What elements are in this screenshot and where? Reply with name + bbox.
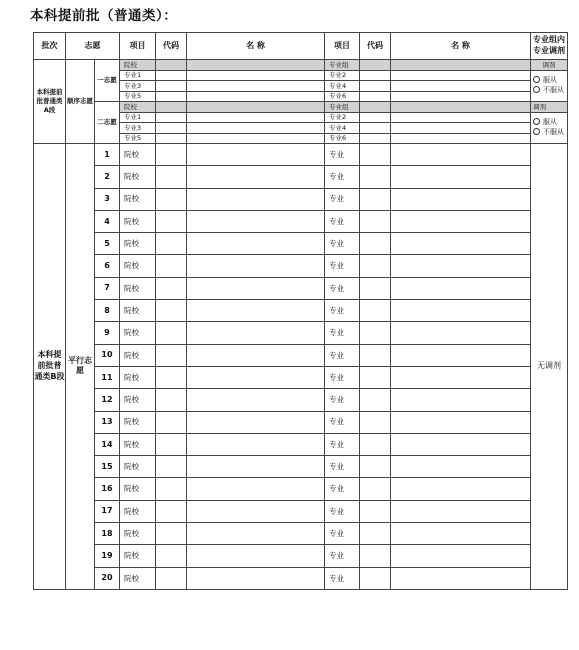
b-row (34, 478, 568, 500)
header-code: 代码 (156, 33, 187, 60)
no-adjust-label: 无调剂 (531, 144, 568, 590)
major-code-field[interactable] (360, 456, 391, 478)
major-name-field[interactable] (391, 210, 531, 232)
school-name-field[interactable] (187, 433, 325, 455)
school-name-field[interactable] (187, 60, 325, 71)
row-number: 18 (95, 523, 120, 545)
school-label: 院校 (120, 545, 156, 567)
school-code-field[interactable] (156, 523, 187, 545)
school-name-field[interactable] (187, 322, 325, 344)
major-label: 专业4 (325, 123, 360, 134)
major-name-field[interactable] (391, 123, 531, 134)
major-name-field[interactable] (187, 81, 325, 92)
b-row (34, 366, 568, 388)
radio-circle-icon[interactable] (533, 128, 540, 135)
school-label: 院校 (120, 523, 156, 545)
b-row (34, 166, 568, 188)
second-wish-label: 二志愿 (95, 102, 120, 144)
row-number: 16 (95, 478, 120, 500)
school-code-field[interactable] (156, 188, 187, 210)
major-code-field[interactable] (156, 81, 187, 92)
header-name: 名 称 (187, 33, 325, 60)
header-wish: 志愿 (66, 33, 120, 60)
major-label: 专业5 (120, 133, 156, 144)
b-row (34, 277, 568, 299)
major-label: 专业 (325, 389, 360, 411)
major-label: 专业 (325, 144, 360, 166)
school-label: 院校 (120, 102, 156, 113)
row-number: 8 (95, 300, 120, 322)
order-wish-label: 顺序志愿 (66, 60, 95, 144)
school-name-field[interactable] (187, 411, 325, 433)
major-name-field[interactable] (187, 112, 325, 123)
major-name-field[interactable] (391, 81, 531, 92)
major-name-field[interactable] (391, 389, 531, 411)
row-number: 4 (95, 210, 120, 232)
row-number: 19 (95, 545, 120, 567)
school-label: 院校 (120, 210, 156, 232)
major-group-label: 专业组 (325, 60, 360, 71)
school-label: 院校 (120, 60, 156, 71)
major-code-field[interactable] (360, 70, 391, 81)
row-number: 13 (95, 411, 120, 433)
school-label: 院校 (120, 344, 156, 366)
major-name-field[interactable] (391, 144, 531, 166)
batch-b-label: 本科提前批普通类B段 (34, 144, 66, 590)
row-number: 1 (95, 144, 120, 166)
major-label: 专业 (325, 478, 360, 500)
row-number: 20 (95, 567, 120, 589)
school-name-field[interactable] (187, 545, 325, 567)
major-name-field[interactable] (391, 322, 531, 344)
major-name-field[interactable] (391, 545, 531, 567)
major-name-field[interactable] (391, 366, 531, 388)
school-name-field[interactable] (187, 366, 325, 388)
school-code-field[interactable] (156, 322, 187, 344)
first-wish-label: 一志愿 (95, 60, 120, 102)
major-label: 专业 (325, 277, 360, 299)
volunteer-form-table (33, 32, 568, 590)
major-name-field[interactable] (391, 411, 531, 433)
school-name-field[interactable] (187, 500, 325, 522)
row-number: 14 (95, 433, 120, 455)
major-label: 专业1 (120, 112, 156, 123)
major-group-name-field[interactable] (391, 60, 531, 71)
major-code-field[interactable] (360, 500, 391, 522)
header-item-2: 项目 (325, 33, 360, 60)
school-name-field[interactable] (187, 255, 325, 277)
school-code-field[interactable] (156, 102, 187, 113)
school-label: 院校 (120, 233, 156, 255)
obey-option[interactable] (531, 118, 567, 128)
school-label: 院校 (120, 433, 156, 455)
b-row (34, 545, 568, 567)
b-row (34, 255, 568, 277)
school-name-field[interactable] (187, 210, 325, 232)
major-code-field[interactable] (360, 91, 391, 102)
major-code-field[interactable] (360, 123, 391, 134)
obey-option[interactable] (531, 76, 567, 86)
school-code-field[interactable] (156, 366, 187, 388)
major-name-field[interactable] (391, 233, 531, 255)
major-name-field[interactable] (391, 523, 531, 545)
major-name-field[interactable] (391, 478, 531, 500)
school-name-field[interactable] (187, 523, 325, 545)
major-label: 专业1 (120, 70, 156, 81)
major-group-label: 专业组 (325, 102, 360, 113)
school-label: 院校 (120, 188, 156, 210)
major-name-field[interactable] (187, 91, 325, 102)
row-number: 12 (95, 389, 120, 411)
radio-circle-icon[interactable] (533, 86, 540, 93)
school-code-field[interactable] (156, 210, 187, 232)
major-code-field[interactable] (156, 91, 187, 102)
disobey-option[interactable] (531, 86, 567, 96)
major-name-field[interactable] (391, 300, 531, 322)
major-label: 专业 (325, 188, 360, 210)
school-name-field[interactable] (187, 166, 325, 188)
major-label: 专业 (325, 255, 360, 277)
major-name-field[interactable] (391, 500, 531, 522)
major-code-field[interactable] (360, 210, 391, 232)
row-number: 10 (95, 344, 120, 366)
batch-a-label: 本科提前批普通类A段 (34, 60, 66, 144)
major-label: 专业 (325, 500, 360, 522)
header-name-2: 名 称 (391, 33, 531, 60)
disobey-option[interactable] (531, 128, 567, 138)
major-code-field[interactable] (360, 523, 391, 545)
major-code-field[interactable] (360, 433, 391, 455)
major-code-field[interactable] (360, 389, 391, 411)
disobey-label: 不服从 (543, 127, 564, 136)
row-number: 6 (95, 255, 120, 277)
school-code-field[interactable] (156, 411, 187, 433)
major-label: 专业5 (120, 91, 156, 102)
major-label: 专业 (325, 300, 360, 322)
b-row (34, 300, 568, 322)
major-name-field[interactable] (391, 567, 531, 589)
major-code-field[interactable] (156, 70, 187, 81)
major-name-field[interactable] (391, 166, 531, 188)
parallel-wish-label: 平行志愿 (66, 144, 95, 590)
school-label: 院校 (120, 366, 156, 388)
school-name-field[interactable] (187, 277, 325, 299)
major-code-field[interactable] (360, 112, 391, 123)
a-group1-school-row (34, 60, 568, 71)
b-row (34, 233, 568, 255)
major-label: 专业 (325, 366, 360, 388)
school-code-field[interactable] (156, 478, 187, 500)
header-code-2: 代码 (360, 33, 391, 60)
school-code-field[interactable] (156, 545, 187, 567)
major-label: 专业3 (120, 81, 156, 92)
school-label: 院校 (120, 411, 156, 433)
school-code-field[interactable] (156, 144, 187, 166)
major-code-field[interactable] (360, 133, 391, 144)
major-label: 专业 (325, 456, 360, 478)
major-label: 专业 (325, 344, 360, 366)
school-code-field[interactable] (156, 166, 187, 188)
row-number: 3 (95, 188, 120, 210)
major-name-field[interactable] (391, 456, 531, 478)
b-row (34, 433, 568, 455)
header-item: 项目 (120, 33, 156, 60)
school-code-field[interactable] (156, 344, 187, 366)
major-code-field[interactable] (156, 133, 187, 144)
major-group-code-field[interactable] (360, 102, 391, 113)
school-code-field[interactable] (156, 500, 187, 522)
school-label: 院校 (120, 500, 156, 522)
major-code-field[interactable] (360, 411, 391, 433)
school-label: 院校 (120, 255, 156, 277)
major-code-field[interactable] (360, 478, 391, 500)
major-label: 专业 (325, 411, 360, 433)
major-name-field[interactable] (391, 188, 531, 210)
school-label: 院校 (120, 456, 156, 478)
major-name-field[interactable] (391, 112, 531, 123)
major-name-field[interactable] (391, 344, 531, 366)
header-row (34, 33, 568, 60)
school-name-field[interactable] (187, 478, 325, 500)
school-label: 院校 (120, 478, 156, 500)
major-label: 专业 (325, 210, 360, 232)
major-name-field[interactable] (391, 433, 531, 455)
b-row (34, 456, 568, 478)
school-label: 院校 (120, 389, 156, 411)
school-name-field[interactable] (187, 567, 325, 589)
school-code-field[interactable] (156, 277, 187, 299)
school-label: 院校 (120, 567, 156, 589)
page-title: 本科提前批（普通类）： (30, 8, 178, 24)
major-name-field[interactable] (391, 70, 531, 81)
school-name-field[interactable] (187, 233, 325, 255)
disobey-label: 不服从 (543, 85, 564, 94)
school-label: 院校 (120, 277, 156, 299)
major-label: 专业 (325, 545, 360, 567)
row-number: 2 (95, 166, 120, 188)
major-code-field[interactable] (360, 166, 391, 188)
adjust-title: 调剂 (531, 60, 568, 71)
row-number: 7 (95, 277, 120, 299)
school-label: 院校 (120, 166, 156, 188)
row-number: 17 (95, 500, 120, 522)
major-name-field[interactable] (391, 277, 531, 299)
major-label: 专业4 (325, 81, 360, 92)
b-row (34, 389, 568, 411)
row-number: 11 (95, 366, 120, 388)
radio-circle-icon[interactable] (533, 118, 540, 125)
row-number: 9 (95, 322, 120, 344)
b-row (34, 523, 568, 545)
school-code-field[interactable] (156, 456, 187, 478)
major-label: 专业 (325, 567, 360, 589)
major-name-field[interactable] (391, 91, 531, 102)
major-label: 专业 (325, 166, 360, 188)
major-code-field[interactable] (360, 188, 391, 210)
major-group-code-field[interactable] (360, 60, 391, 71)
obey-label: 服从 (543, 117, 557, 126)
school-label: 院校 (120, 300, 156, 322)
major-name-field[interactable] (187, 70, 325, 81)
major-name-field[interactable] (187, 123, 325, 134)
major-code-field[interactable] (360, 144, 391, 166)
header-major-adjust (531, 33, 568, 60)
major-group-name-field[interactable] (391, 102, 531, 113)
major-label: 专业2 (325, 70, 360, 81)
b-row (34, 210, 568, 232)
major-code-field[interactable] (360, 300, 391, 322)
school-code-field[interactable] (156, 567, 187, 589)
major-label: 专业 (325, 233, 360, 255)
school-name-field[interactable] (187, 144, 325, 166)
school-name-field[interactable] (187, 456, 325, 478)
major-code-field[interactable] (360, 81, 391, 92)
header-adjust-line1: 专业组内 (533, 35, 565, 45)
b-row (34, 567, 568, 589)
obey-label: 服从 (543, 75, 557, 84)
b-row (34, 322, 568, 344)
school-name-field[interactable] (187, 389, 325, 411)
major-label: 专业6 (325, 133, 360, 144)
b-row (34, 344, 568, 366)
major-name-field[interactable] (391, 133, 531, 144)
major-code-field[interactable] (360, 545, 391, 567)
school-code-field[interactable] (156, 433, 187, 455)
header-batch: 批次 (34, 33, 66, 60)
major-code-field[interactable] (360, 366, 391, 388)
header-adjust-line2: 专业调剂 (533, 46, 565, 55)
major-code-field[interactable] (360, 344, 391, 366)
school-label: 院校 (120, 322, 156, 344)
b-row (34, 411, 568, 433)
major-name-field[interactable] (391, 255, 531, 277)
major-label: 专业 (325, 433, 360, 455)
major-name-field[interactable] (187, 133, 325, 144)
b-row (34, 144, 568, 166)
school-name-field[interactable] (187, 102, 325, 113)
school-code-field[interactable] (156, 233, 187, 255)
radio-circle-icon[interactable] (533, 76, 540, 83)
major-code-field[interactable] (360, 322, 391, 344)
major-code-field[interactable] (360, 567, 391, 589)
adjust-options (531, 70, 568, 102)
major-code-field[interactable] (360, 233, 391, 255)
major-label: 专业 (325, 523, 360, 545)
school-code-field[interactable] (156, 60, 187, 71)
major-label: 专业6 (325, 91, 360, 102)
school-code-field[interactable] (156, 255, 187, 277)
school-name-field[interactable] (187, 344, 325, 366)
a-group2-school-row (34, 102, 568, 113)
major-label: 专业2 (325, 112, 360, 123)
major-code-field[interactable] (156, 123, 187, 134)
school-name-field[interactable] (187, 300, 325, 322)
major-code-field[interactable] (360, 277, 391, 299)
school-name-field[interactable] (187, 188, 325, 210)
major-code-field[interactable] (156, 112, 187, 123)
row-number: 15 (95, 456, 120, 478)
school-code-field[interactable] (156, 300, 187, 322)
major-code-field[interactable] (360, 255, 391, 277)
b-row (34, 188, 568, 210)
school-label: 院校 (120, 144, 156, 166)
adjust-title: 调剂 (531, 102, 568, 113)
major-label: 专业 (325, 322, 360, 344)
adjust-options (531, 112, 568, 144)
row-number: 5 (95, 233, 120, 255)
major-label: 专业3 (120, 123, 156, 134)
school-code-field[interactable] (156, 389, 187, 411)
b-row (34, 500, 568, 522)
